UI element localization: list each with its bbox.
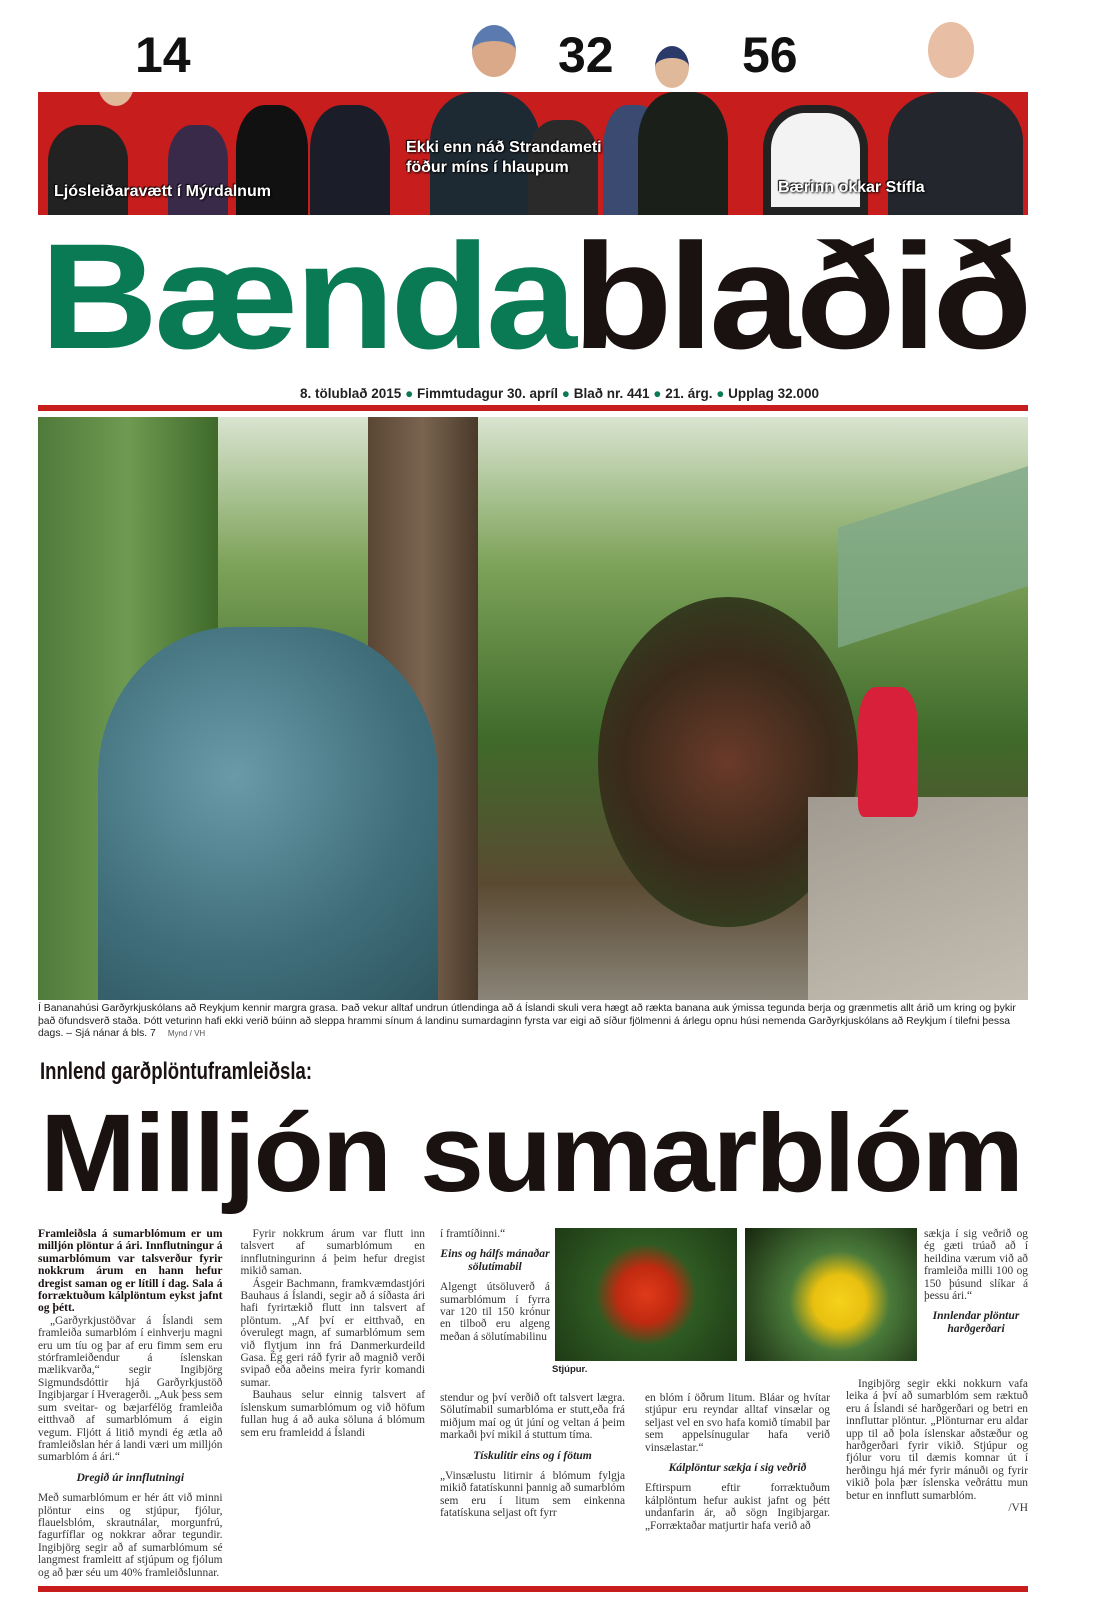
teaser-headline[interactable]: Bærinn okkar Stífla — [778, 179, 925, 196]
teaser-headline[interactable]: Ljósleiðaravætt í Mýrdalnum — [54, 183, 271, 200]
person-photo — [472, 25, 516, 77]
pansy-photo-red — [555, 1228, 737, 1361]
divider — [38, 405, 1028, 411]
teaser-banner — [38, 92, 1028, 215]
teaser-page-number: 32 — [558, 27, 614, 83]
main-photo — [38, 417, 1028, 1000]
article-column-5-top: sækja í sig veðrið og ég gæti trúað að í heildina værum við að framleiða milli 100 og 150 þúsund slíkar á þessu ári.“ Innlendar plöntur harðgerðari — [924, 1228, 1028, 1335]
person-photo — [655, 46, 689, 88]
article-column-1: Framleiðsla á sumarblómum er um milljón plöntur á ári. Innflutningur á sumarblómum var talsverður fyrir nokkrum árum en hann hefur dregist saman og er lítill í dag. Sala á forræktuðum kálplöntum eykst jafnt og þétt. „Garðyrkjustöðvar á Íslandi sem framleiða sumarblóm í einhverju magni eru um tíu og þar af eru fimm sem eru stórframleiðendur á íslenskan mælikvarða,“ segir Ingibjörg Sigmundsdóttir hjá Garðyrkjustöð Ingibjargar í Hveragerði. „Auk þess sem sum sveitar- og bæjarfélög framleiða eitthvað af sumarblómum á eigin vegum. Fljótt á litið myndi ég ætla að framleiðslan hér á landi væri um milljón sumarblóm á ári.“ Dregið úr innflutningi Með sumarblómum er hér átt við minni plöntur eins og stjúpur, fjólur, flauelsblóm, skrautnálar, morgunfrú, fagurfíflar og nokkrar aðrar tegundir. Ingibjörg segir að af sumarblómum sé langmest framleitt af stjúpum og fjólum og að þær séu um 40% framleiðslunnar. — [38, 1227, 223, 1579]
teaser-page-number: 56 — [742, 27, 798, 83]
photo-caption: Í Bananahúsi Garðyrkjuskólans að Reykjum kennir margra grasa. Það vekur alltaf undrun útlendinga að á Íslandi skuli vera hægt að rækta banana auk ýmissa tegunda berja og grænmetis allt árið um kring og þykir það öfundsverð staða. Þótt veturinn hafi ekki verið búinn að sleppa hrammi sínum á landinu sumardaginn fyrsta var eigi að síður fjölmenni á árlegu opnu húsi nemenda Garðyrkjuskólans að Reykjum í tilefni þessa dags. – Sjá nánar á bls. 7 Mynd / VH — [38, 1003, 1016, 1039]
masthead-logo: Bændablaðið — [40, 212, 1028, 380]
article-column-4: en blóm í öðrum litum. Bláar og hvítar stjúpur eru reyndar alltaf vinsælar og seljast vel en svo hafa komið tímabil þar sem appelsínugular hafa verið vinsælastar.“ Kálplöntur sækja í sig veðrið Eftirspurn eftir forræktuðum kálplöntum hefur aukist jafnt og þétt undanfarin ár, að sögn Ingibjargar. „Forræktaðar matjurtir hafa verið að — [645, 1392, 830, 1532]
article-column-3: stendur og því verðið oft talsvert lægra. Sölutímabil sumarblóma er stutt,eða frá miðjum maí og út júní og veltan á þeim markaði því mikil á stuttum tíma. Tískulitir eins og í fötum „Vinsælustu litirnir á blómum fylgja mikið fatatískunni þannig að sumarblóm sem eru í litum sem einkenna fatatískuna seljast oft fyrr — [440, 1392, 625, 1520]
issue-info: 8. tölublað 2015 ● Fimmtudagur 30. apríl ● Blað nr. 441 ● 21. árg. ● Upplag 32.000 — [300, 386, 819, 401]
teaser-headline[interactable]: Ekki enn náð Strandameti föður míns í hlaupum — [406, 139, 602, 176]
pansy-photo-yellow — [745, 1228, 917, 1361]
article-kicker: Innlend garðplöntuframleiðsla: — [40, 1058, 312, 1085]
article-column-3-top: í framtíðinni.“ Eins og hálfs mánaðar sölutímabil Algengt útsöluverð á sumarblómum í fyrra var 120 til 150 krónur en tilboð eru algeng meðan á sölutímabilinu — [440, 1228, 550, 1343]
article-column-5: Ingibjörg segir ekki nokkurn vafa leika á því að sumarblóm sem ræktuð eru á Íslandi sé harðgerðari og betri en innfluttar plöntur. „Plönturnar eru aldar upp til að þola íslenskar aðstæður og harðgerðari fyrir vikið. Stjúpur og fjólur voru til dæmis komnar út í herðingu hjá mér fyrir mánuði og fyrir vikið þola þær íslenska veðráttu mun betur en innflutt sumarblóm. /VH — [846, 1378, 1028, 1515]
person-photo — [928, 22, 974, 78]
photo-credit: Mynd / VH — [167, 1029, 206, 1038]
figure-caption: Stjúpur. — [552, 1364, 588, 1375]
author-signature: /VH — [1008, 1502, 1028, 1515]
article-headline: Milljón sumarblóm — [40, 1092, 1022, 1215]
article-column-2: Fyrir nokkrum árum var flutt inn talsvert af sumarblómum en innflutningurinn á þeim hefur dregist mikið saman. Ásgeir Bachmann, framkvæmdastjóri Bauhaus á Íslandi, segir að á síðasta ári hafi fyrirtækið flutt inn talsvert af plöntum. „Af því er eitthvað, en óverulegt magn, af sumarblómum sem við flytjum inn frá Danmerkurdeild Gasa. Ég geri ráð fyrir að magnið verði svipað eða aðeins meira fyrir komandi sumar. Bauhaus selur einnig talsvert af íslenskum sumarblómum og við höfum fullan hug á að auka söluna á blómum sem eru framleidd á Íslandi — [240, 1228, 425, 1439]
teaser-page-number: 14 — [135, 27, 191, 83]
article-columns-1-2 — [38, 1228, 425, 1580]
divider — [38, 1586, 1028, 1592]
